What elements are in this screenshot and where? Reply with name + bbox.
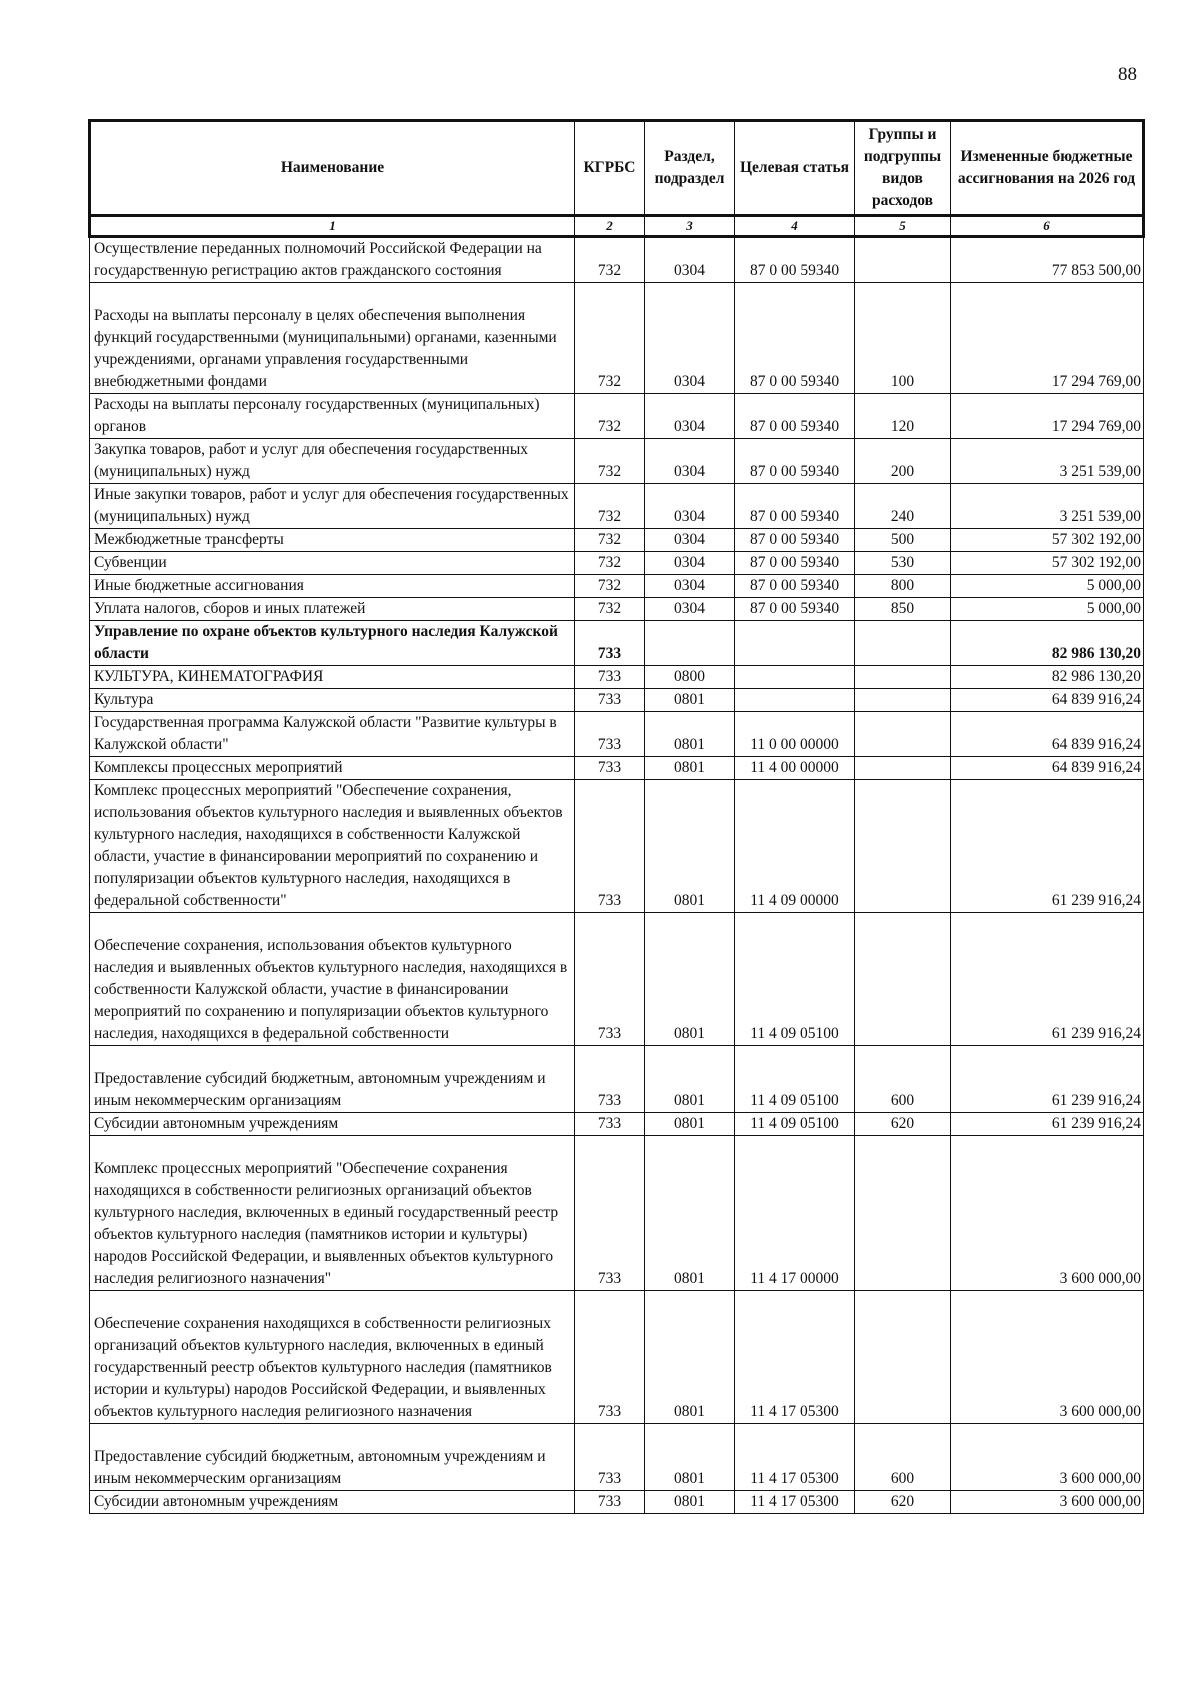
- row-kgrbs: 732: [575, 598, 645, 621]
- column-header-section: Раздел, подраздел: [645, 121, 735, 216]
- table-row: [90, 237, 1144, 283]
- row-section: 0304: [645, 283, 735, 394]
- row-kgrbs: 732: [575, 283, 645, 394]
- row-target: 87 0 00 59340: [735, 575, 855, 598]
- table-row: [90, 757, 1144, 780]
- column-header-groups: Группы и подгруппы видов расходов: [855, 121, 951, 216]
- row-amount: 3 600 000,00: [951, 1491, 1144, 1514]
- row-amount: 5 000,00: [951, 575, 1144, 598]
- column-header-name: Наименование: [90, 121, 575, 216]
- row-name: Уплата налогов, сборов и иных платежей: [90, 598, 575, 621]
- row-name: Субвенции: [90, 552, 575, 575]
- row-section: 0801: [645, 780, 735, 913]
- row-group: 240: [855, 484, 951, 529]
- row-kgrbs: 732: [575, 439, 645, 484]
- row-name: Иные закупки товаров, работ и услуг для обеспечения государственных (муниципальных) нужд: [90, 484, 575, 529]
- row-section: 0801: [645, 1136, 735, 1291]
- table-row: [90, 1291, 1144, 1424]
- row-section: 0304: [645, 598, 735, 621]
- row-target: 11 4 09 05100: [735, 1046, 855, 1113]
- table-header-row: [90, 121, 1144, 216]
- table-row: [90, 1424, 1144, 1491]
- row-target: 11 4 00 00000: [735, 757, 855, 780]
- row-group: [855, 712, 951, 757]
- row-group: [855, 1291, 951, 1424]
- row-group: 100: [855, 283, 951, 394]
- row-group: [855, 913, 951, 1046]
- row-section: 0801: [645, 689, 735, 712]
- row-kgrbs: 733: [575, 913, 645, 1046]
- table-row: [90, 1136, 1144, 1291]
- row-amount: 64 839 916,24: [951, 689, 1144, 712]
- row-section: 0801: [645, 712, 735, 757]
- row-name: Субсидии автономным учреждениям: [90, 1491, 575, 1514]
- row-group: 850: [855, 598, 951, 621]
- table-row: [90, 1491, 1144, 1514]
- table-row: [90, 598, 1144, 621]
- table-row: [90, 1113, 1144, 1136]
- row-group: 120: [855, 394, 951, 439]
- column-header-target: Целевая статья: [735, 121, 855, 216]
- table-row: [90, 1046, 1144, 1113]
- row-target: 87 0 00 59340: [735, 552, 855, 575]
- row-name: Обеспечение сохранения, использования объектов культурного наследия и выявленных объектов культурного наследия, находящихся в собственности Калужской области, участие в финансировании мероприятий по сохранению и популяризации объектов культурного наследия, находящихся в федеральной собственности: [94, 937, 568, 1042]
- table-row: [90, 529, 1144, 552]
- row-group: [855, 666, 951, 689]
- row-amount: 57 302 192,00: [951, 529, 1144, 552]
- row-amount: 5 000,00: [951, 598, 1144, 621]
- row-kgrbs: 733: [575, 712, 645, 757]
- row-name: Иные бюджетные ассигнования: [90, 575, 575, 598]
- row-group: [855, 237, 951, 283]
- row-group: 500: [855, 529, 951, 552]
- row-name: Расходы на выплаты персоналу в целях обеспечения выполнения функций государственными (муниципальными) органами, казенными учреждениями, органами управления государственными внебюджетными фондами: [94, 307, 557, 390]
- row-amount: 3 251 539,00: [951, 484, 1144, 529]
- row-name: Предоставление субсидий бюджетным, автономным учреждениям и иным некоммерческим организациям: [94, 1070, 546, 1109]
- row-group: 600: [855, 1046, 951, 1113]
- row-group: 620: [855, 1491, 951, 1514]
- column-number: 6: [951, 216, 1144, 237]
- row-section: 0801: [645, 1113, 735, 1136]
- row-name: Расходы на выплаты персоналу государственных (муниципальных) органов: [90, 394, 575, 439]
- row-kgrbs: 732: [575, 529, 645, 552]
- row-kgrbs: 733: [575, 1113, 645, 1136]
- column-number: 4: [735, 216, 855, 237]
- row-section: 0801: [645, 1291, 735, 1424]
- row-section: 0304: [645, 484, 735, 529]
- row-kgrbs: 733: [575, 1491, 645, 1514]
- row-amount: 17 294 769,00: [951, 283, 1144, 394]
- table-row: [90, 283, 1144, 394]
- row-amount: 17 294 769,00: [951, 394, 1144, 439]
- table-row: [90, 575, 1144, 598]
- row-kgrbs: 733: [575, 666, 645, 689]
- row-kgrbs: 732: [575, 484, 645, 529]
- row-name: Культура: [90, 689, 575, 712]
- row-group: [855, 780, 951, 913]
- row-kgrbs: 733: [575, 1424, 645, 1491]
- row-target: 11 4 17 05300: [735, 1491, 855, 1514]
- row-amount: 3 600 000,00: [951, 1136, 1144, 1291]
- row-amount: 57 302 192,00: [951, 552, 1144, 575]
- row-amount: 61 239 916,24: [951, 780, 1144, 913]
- row-group: 200: [855, 439, 951, 484]
- column-header-kgrbs: КГРБС: [575, 121, 645, 216]
- row-amount: 3 251 539,00: [951, 439, 1144, 484]
- row-target: [735, 689, 855, 712]
- row-section: [645, 621, 735, 666]
- row-target: 87 0 00 59340: [735, 598, 855, 621]
- row-name: Субсидии автономным учреждениям: [90, 1113, 575, 1136]
- row-target: 11 4 09 05100: [735, 913, 855, 1046]
- row-target: 11 4 17 05300: [735, 1291, 855, 1424]
- row-name-cell: [90, 1291, 575, 1424]
- page-number: 88: [1118, 64, 1137, 85]
- row-name: Предоставление субсидий бюджетным, автономным учреждениям и иным некоммерческим организациям: [94, 1448, 546, 1487]
- row-target: 11 4 09 05100: [735, 1113, 855, 1136]
- table-row: [90, 552, 1144, 575]
- row-group: 620: [855, 1113, 951, 1136]
- row-kgrbs: 733: [575, 780, 645, 913]
- column-number: 1: [90, 216, 575, 237]
- table-row: [90, 484, 1144, 529]
- row-group: 530: [855, 552, 951, 575]
- row-kgrbs: 732: [575, 575, 645, 598]
- row-amount: 77 853 500,00: [951, 237, 1144, 283]
- row-section: 0304: [645, 552, 735, 575]
- row-amount: 82 986 130,20: [951, 666, 1144, 689]
- row-group: [855, 689, 951, 712]
- table-row: [90, 913, 1144, 1046]
- row-name: Обеспечение сохранения находящихся в собственности религиозных организаций объектов культурного наследия, включенных в единый государственный реестр объектов культурного наследия (памятников истории и культуры) народов Российской Федерации, и выявленных объектов культурного наследия религиозного назначения: [94, 1315, 552, 1420]
- row-name-cell: [90, 1424, 575, 1491]
- row-name: КУЛЬТУРА, КИНЕМАТОГРАФИЯ: [90, 666, 575, 689]
- row-group: 600: [855, 1424, 951, 1491]
- row-amount: 61 239 916,24: [951, 913, 1144, 1046]
- row-section: 0304: [645, 237, 735, 283]
- row-target: 87 0 00 59340: [735, 529, 855, 552]
- row-name: Осуществление переданных полномочий Российской Федерации на государственную регистрацию актов гражданского состояния: [90, 237, 575, 283]
- row-name: Управление по охране объектов культурного наследия Калужской области: [90, 621, 575, 666]
- row-section: 0801: [645, 1424, 735, 1491]
- row-target: 11 0 00 00000: [735, 712, 855, 757]
- row-section: 0304: [645, 575, 735, 598]
- row-kgrbs: 732: [575, 394, 645, 439]
- row-amount: 82 986 130,20: [951, 621, 1144, 666]
- column-number: 5: [855, 216, 951, 237]
- row-name-cell: [90, 283, 575, 394]
- row-target: [735, 666, 855, 689]
- budget-table: [88, 119, 1145, 1514]
- row-group: [855, 621, 951, 666]
- row-name-cell: [90, 1046, 575, 1113]
- row-section: 0304: [645, 394, 735, 439]
- column-number: 2: [575, 216, 645, 237]
- row-name: Комплексы процессных мероприятий: [90, 757, 575, 780]
- row-group: [855, 757, 951, 780]
- row-amount: 64 839 916,24: [951, 757, 1144, 780]
- row-name-cell: [90, 913, 575, 1046]
- row-target: [735, 621, 855, 666]
- row-section: 0801: [645, 1046, 735, 1113]
- row-kgrbs: 733: [575, 1291, 645, 1424]
- column-number-row: [90, 216, 1144, 237]
- row-name-cell: [90, 1136, 575, 1291]
- table-row: [90, 712, 1144, 757]
- row-amount: 61 239 916,24: [951, 1046, 1144, 1113]
- column-number: 3: [645, 216, 735, 237]
- row-target: 87 0 00 59340: [735, 484, 855, 529]
- row-kgrbs: 733: [575, 689, 645, 712]
- row-target: 87 0 00 59340: [735, 237, 855, 283]
- row-amount: 64 839 916,24: [951, 712, 1144, 757]
- table-row: [90, 689, 1144, 712]
- column-header-amount: Измененные бюджетные ассигнования на 2026 год: [951, 121, 1144, 216]
- row-kgrbs: 732: [575, 237, 645, 283]
- row-name: Комплекс процессных мероприятий "Обеспечение сохранения, использования объектов культурного наследия и выявленных объектов культурного наследия, находящихся в собственности Калужской области, участие в финансировании мероприятий по сохранению и популяризации объектов культурного наследия, находящихся в федеральной собственности": [90, 780, 575, 913]
- table-row: [90, 394, 1144, 439]
- row-section: 0801: [645, 757, 735, 780]
- table-row: [90, 780, 1144, 913]
- row-section: 0801: [645, 913, 735, 1046]
- row-amount: 3 600 000,00: [951, 1424, 1144, 1491]
- row-name: Комплекс процессных мероприятий "Обеспечение сохранения находящихся в собственности религиозных организаций объектов культурного наследия, включенных в единый государственный реестр объектов культурного наследия (памятников истории и культуры) народов Российской Федерации, и выявленных объектов культурного наследия религиозного назначения": [94, 1160, 559, 1287]
- row-target: 11 4 17 00000: [735, 1136, 855, 1291]
- row-kgrbs: 732: [575, 552, 645, 575]
- row-target: 87 0 00 59340: [735, 439, 855, 484]
- row-target: 87 0 00 59340: [735, 283, 855, 394]
- row-group: 800: [855, 575, 951, 598]
- row-name: Государственная программа Калужской области "Развитие культуры в Калужской области": [90, 712, 575, 757]
- table-row: [90, 439, 1144, 484]
- row-target: 87 0 00 59340: [735, 394, 855, 439]
- table-row: [90, 621, 1144, 666]
- row-kgrbs: 733: [575, 1136, 645, 1291]
- row-kgrbs: 733: [575, 621, 645, 666]
- table-row: [90, 666, 1144, 689]
- row-name: Закупка товаров, работ и услуг для обеспечения государственных (муниципальных) нужд: [90, 439, 575, 484]
- row-target: 11 4 09 00000: [735, 780, 855, 913]
- row-section: 0304: [645, 439, 735, 484]
- row-amount: 61 239 916,24: [951, 1113, 1144, 1136]
- row-kgrbs: 733: [575, 1046, 645, 1113]
- row-target: 11 4 17 05300: [735, 1424, 855, 1491]
- row-amount: 3 600 000,00: [951, 1291, 1144, 1424]
- row-section: 0800: [645, 666, 735, 689]
- row-kgrbs: 733: [575, 757, 645, 780]
- row-section: 0801: [645, 1491, 735, 1514]
- row-group: [855, 1136, 951, 1291]
- row-section: 0304: [645, 529, 735, 552]
- row-name: Межбюджетные трансферты: [90, 529, 575, 552]
